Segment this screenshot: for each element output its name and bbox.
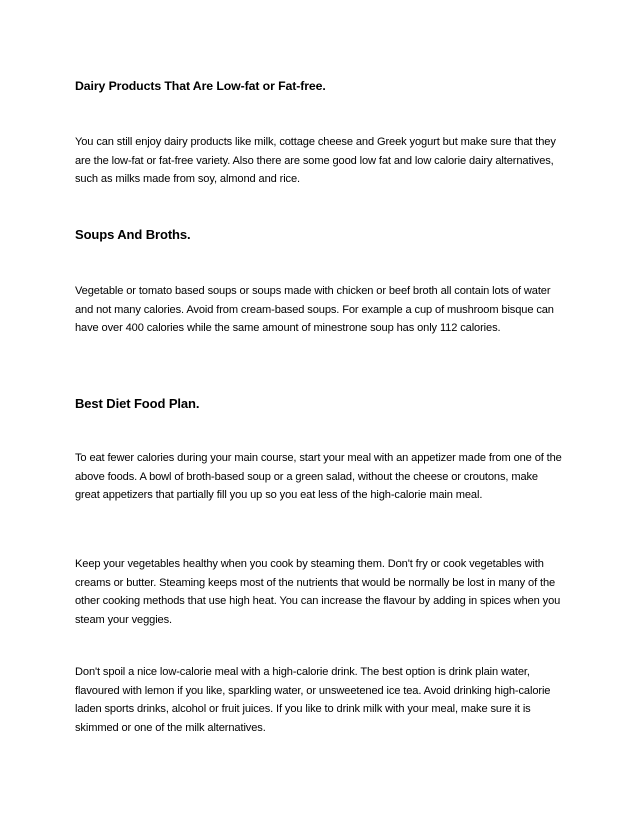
paragraph-steaming-tip: Keep your vegetables healthy when you cook by steaming them. Don't fry or cook vegetables with creams or butter. Steaming keeps most of the nutrients that would be normally be lost in many of the other cooking methods that use high heat. You can increase the flavour by adding in spices when you steam your veggies. xyxy=(75,558,561,626)
paragraph-drink-tip: Don't spoil a nice low-calorie meal with a high-calorie drink. The best option is drink plain water, flavoured with lemon if you like, sparkling water, or unsweetened ice tea. Avoid drinking high-calorie laden sports drinks, alcohol or fruit juices. If you like to drink milk with your meal, make sure it is skimmed or one of the milk alternatives. xyxy=(75,666,551,734)
paragraph-appetizer-tip: To eat fewer calories during your main course, start your meal with an appetizer made from one of the above foods. A bowl of broth-based soup or a green salad, without the cheese or croutons, make great appetizers that partially fill you up so you eat less of the high-calorie main meal. xyxy=(75,452,562,502)
heading-best-diet-food-plan: Best Diet Food Plan. xyxy=(75,396,200,411)
paragraph-dairy-products: You can still enjoy dairy products like milk, cottage cheese and Greek yogurt but make sure that they are the low-fat or fat-free variety. Also there are some good low fat and low calorie dairy alternatives, such as milks made from soy, almond and rice. xyxy=(75,136,556,186)
heading-dairy-products: Dairy Products That Are Low-fat or Fat-free. xyxy=(75,79,326,93)
paragraph-soups-and-broths: Vegetable or tomato based soups or soups made with chicken or beef broth all contain lots of water and not many calories. Avoid from cream-based soups. For example a cup of mushroom bisque can have over 400 calories while the same amount of minestrone soup has only 112 calories. xyxy=(75,285,554,335)
heading-soups-and-broths: Soups And Broths. xyxy=(75,227,191,242)
